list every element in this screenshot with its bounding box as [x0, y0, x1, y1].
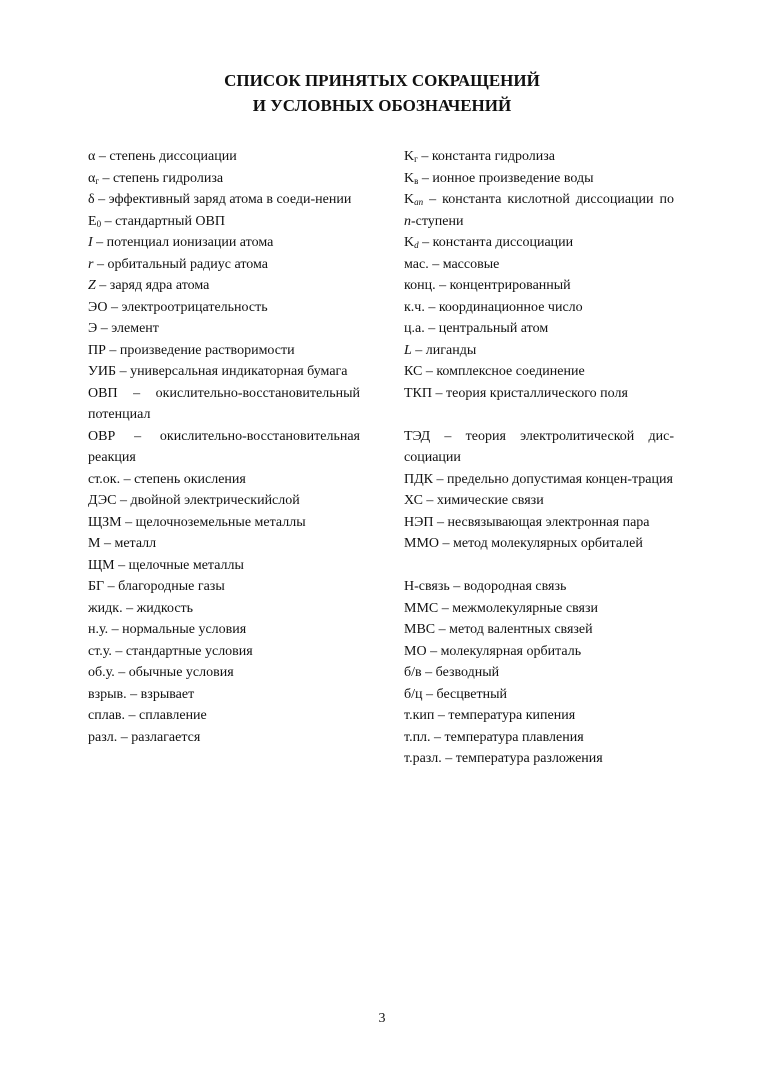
entry-term: КС [404, 364, 423, 379]
entry-definition: температура разложения [455, 751, 603, 766]
entry-dash: – [438, 600, 453, 616]
entry-definition: нормальные условия [122, 622, 247, 637]
entry-dash: – [426, 643, 441, 659]
entry-dash: – [116, 493, 131, 508]
entry-definition: двойной электрическийслой [130, 493, 300, 508]
entry-dash: – [430, 729, 445, 745]
abbreviation-entry [404, 619, 674, 641]
entry-term: б/ц [404, 686, 423, 702]
entry-term: конц. [404, 278, 436, 293]
entry-term: L [404, 342, 412, 358]
page-title-line-2: И УСЛОВНЫХ ОБОЗНАЧЕНИЙ [252, 96, 512, 115]
abbreviation-entry [404, 275, 674, 297]
entry-term: δ [88, 192, 95, 207]
entry-definition: константа кислотной диссоциации по [442, 192, 674, 207]
entry-term: Z [88, 278, 96, 293]
left-column [88, 146, 360, 748]
entry-dash: – [433, 471, 447, 487]
entry-definition: благородные газы [118, 579, 225, 594]
entry-term: ст.ок. [88, 471, 121, 487]
entry-term-subscript: в [414, 175, 419, 186]
entry-dash: – [422, 493, 437, 508]
entry-term: K [404, 192, 415, 207]
entry-definition-italic: n [404, 213, 411, 229]
entry-term: НЭП [404, 514, 434, 530]
entry-definition: массовые [442, 256, 500, 272]
abbreviation-entry [88, 662, 360, 684]
abbreviation-entry [88, 555, 360, 577]
entry-term: r [88, 256, 94, 272]
entry-term: ММС [404, 600, 439, 616]
entry-definition: центральный атом [438, 321, 549, 336]
abbreviation-entry [404, 533, 674, 555]
entry-term: т.пл. [404, 729, 431, 745]
entry-definition: орбитальный радиус атома [107, 256, 268, 272]
entry-dash: – [434, 708, 449, 723]
abbreviation-entry [404, 361, 674, 383]
entry-dash: – [94, 192, 109, 207]
entry-term: МВС [404, 622, 436, 637]
entry-definition: водородная связь [463, 579, 567, 594]
entry-term: ПДК [404, 471, 433, 487]
entry-dash: – [423, 192, 443, 207]
entry-term: ЩМ [88, 557, 115, 573]
abbreviation-entry [88, 727, 360, 749]
abbreviation-entry [88, 426, 360, 469]
entry-term-subscript: d [414, 240, 419, 250]
entry-definition: жидкость [136, 600, 194, 616]
entry-term: K [404, 149, 415, 164]
right-group-constants [404, 146, 674, 404]
entry-definition: межмолекулярные связи [452, 600, 598, 616]
abbreviation-entry [88, 619, 360, 641]
right-group-theories [404, 426, 674, 555]
entry-dash: – [95, 278, 110, 293]
entry-definition: температура кипения [448, 708, 576, 723]
abbreviation-entry [88, 189, 360, 211]
entry-term: разл. [88, 729, 118, 745]
abbreviation-entry [88, 641, 360, 663]
entry-term: ТЭД [404, 428, 431, 444]
abbreviation-entry [88, 232, 360, 254]
entry-dash: – [435, 622, 450, 637]
entry-dash: – [107, 299, 122, 315]
group-spacer [404, 555, 674, 577]
entry-dash: – [424, 321, 439, 336]
entry-definition: сплавление [139, 708, 207, 723]
abbreviation-entry [404, 232, 674, 254]
entry-definition: взрывает [140, 686, 195, 702]
entry-definition: константа гидролиза [431, 149, 556, 164]
abbreviation-entry [404, 254, 674, 276]
entry-term: т.разл. [404, 751, 442, 766]
abbreviation-entry [88, 684, 360, 706]
entry-definition: комплексное соединение [436, 364, 585, 379]
entry-term: сплав. [88, 708, 126, 723]
entry-definition: теория электролитической дис-социации [404, 428, 674, 465]
right-group-bonds [404, 576, 674, 770]
abbreviation-entry [404, 598, 674, 620]
entry-definition: стандартный ОВП [115, 213, 225, 229]
entry-term: ст.у. [88, 643, 112, 659]
abbreviation-entry [404, 576, 674, 598]
abbreviation-entry [88, 383, 360, 426]
abbreviation-entry [88, 254, 360, 276]
entry-definition: степень диссоциации [109, 149, 237, 164]
entry-dash: – [120, 471, 135, 487]
entry-term: ц.а. [404, 321, 425, 336]
entry-dash: – [111, 643, 126, 659]
entry-definition: элемент [111, 321, 159, 336]
abbreviation-entry [404, 383, 674, 405]
abbreviation-entry [88, 340, 360, 362]
entry-term: K [404, 170, 415, 186]
entry-dash: – [95, 149, 110, 164]
entry-dash: – [125, 708, 140, 723]
entry-term: БГ [88, 579, 105, 594]
entry-term: Н-связь [404, 579, 450, 594]
abbreviation-entry [88, 168, 360, 190]
entry-term: к.ч. [404, 299, 425, 315]
entry-dash: – [104, 579, 119, 594]
entry-term: УИБ [88, 364, 117, 379]
entry-definition: константа диссоциации [432, 235, 574, 250]
entry-definition: бесцветный [436, 686, 507, 702]
abbreviation-entry [88, 211, 360, 233]
entry-term: т.кип [404, 708, 435, 723]
abbreviation-entry [404, 641, 674, 663]
entry-dash: – [449, 579, 464, 594]
abbreviation-entry [404, 684, 674, 706]
abbreviation-entry [88, 361, 360, 383]
entry-dash: – [126, 686, 141, 702]
entry-definition: температура плавления [444, 729, 584, 745]
entry-definition: щелочноземельные металлы [135, 514, 306, 530]
abbreviation-entry [404, 748, 674, 770]
abbreviation-entry [404, 469, 674, 491]
entry-dash: – [115, 428, 160, 444]
abbreviation-entry [404, 662, 674, 684]
abbreviation-entry [88, 469, 360, 491]
entry-term-subscript: г [414, 154, 418, 164]
entry-dash: – [422, 686, 437, 702]
entry-definition: металл [114, 536, 157, 551]
entry-dash: – [114, 665, 129, 680]
entry-definition: окислительно-восстановительная реакция [88, 428, 360, 465]
abbreviation-entry [404, 426, 674, 469]
entry-definition: теория кристаллического поля [446, 385, 628, 401]
entry-term: б/в [404, 665, 422, 680]
entry-dash: – [432, 385, 446, 401]
entry-definition: молекулярная орбиталь [440, 643, 582, 659]
entry-definition: эффективный заряд атома в соеди-нении [108, 192, 352, 207]
entry-dash: – [418, 235, 433, 250]
entry-definition: произведение растворимости [119, 342, 295, 358]
entry-definition: лиганды [425, 342, 477, 358]
entry-dash: – [122, 600, 137, 616]
abbreviation-entry [404, 512, 674, 534]
entry-dash: – [121, 514, 136, 530]
abbreviation-entry [88, 512, 360, 534]
entry-dash: – [100, 536, 115, 551]
entry-definition: ионное произведение воды [432, 170, 594, 186]
abbreviation-entry [88, 576, 360, 598]
entry-term: ПР [88, 342, 106, 358]
entry-term-subscript: an [414, 197, 424, 207]
abbreviation-entry [404, 168, 674, 190]
entry-dash: – [99, 170, 114, 186]
entry-definition: концентрированный [449, 278, 571, 293]
entry-term: ММО [404, 536, 440, 551]
entry-dash: – [108, 622, 123, 637]
entry-term: жидк. [88, 600, 123, 616]
entry-term: ЩЗМ [88, 514, 122, 530]
abbreviation-entry [404, 297, 674, 319]
entry-definition: химические связи [436, 493, 544, 508]
entry-dash: – [428, 256, 443, 272]
abbreviation-entry [88, 275, 360, 297]
entry-definition: несвязывающая электронная пара [447, 514, 650, 530]
entry-dash: – [92, 235, 107, 250]
entry-dash: – [422, 364, 437, 379]
abbreviation-entry [88, 705, 360, 727]
abbreviation-entry [88, 297, 360, 319]
abbreviation-entry [88, 318, 360, 340]
entry-dash: – [117, 385, 156, 401]
abbreviation-entry [88, 146, 360, 168]
entry-term: ТКП [404, 385, 432, 401]
entry-term: ЭО [88, 299, 108, 315]
entry-term: ДЭС [88, 493, 117, 508]
entry-term: М [88, 536, 101, 551]
entry-dash: – [430, 428, 466, 444]
entry-term: α [88, 149, 96, 164]
entry-definition: метод молекулярных орбиталей [453, 536, 643, 551]
entry-definition: электроотрицательность [121, 299, 268, 315]
entry-dash: – [424, 299, 439, 315]
abbreviation-entry [404, 727, 674, 749]
entry-term-subscript: г [95, 175, 100, 186]
entry-dash: – [93, 256, 108, 272]
entry-definition: координационное число [438, 299, 583, 315]
entry-dash: – [441, 751, 456, 766]
entry-term: МО [404, 643, 427, 659]
entry-definition: щелочные металлы [128, 557, 244, 573]
entry-definition: универсальная индикаторная бумага [130, 364, 348, 379]
entry-term: взрыв. [88, 686, 127, 702]
group-spacer [404, 404, 674, 426]
entry-term: об.у. [88, 665, 115, 680]
abbreviation-entry [404, 340, 674, 362]
abbreviation-entry [404, 189, 674, 232]
entry-dash: – [117, 729, 132, 745]
entry-term: н.у. [88, 622, 109, 637]
entry-term: α [88, 170, 96, 186]
entry-term: ХС [404, 493, 423, 508]
entry-dash: – [439, 536, 454, 551]
entry-definition: стандартные условия [125, 643, 253, 659]
entry-dash: – [417, 149, 432, 164]
entry-term-subscript: 0 [96, 218, 102, 229]
abbreviation-entry [404, 318, 674, 340]
entry-term: K [404, 235, 415, 250]
entry-term: I [88, 235, 93, 250]
entry-dash: – [411, 342, 426, 358]
entry-definition: метод валентных связей [449, 622, 593, 637]
entry-definition: степень гидролиза [113, 170, 224, 186]
entry-definition: обычные условия [128, 665, 234, 680]
entry-dash: – [421, 665, 436, 680]
abbreviation-entry [88, 598, 360, 620]
abbreviation-entry [88, 490, 360, 512]
entry-definition: окислительно-восстановительный потенциал [88, 385, 360, 422]
entry-dash: – [101, 213, 116, 229]
entry-dash: – [114, 557, 129, 573]
entry-dash: – [433, 514, 448, 530]
entry-term: E [88, 213, 97, 229]
entry-definition: разлагается [131, 729, 201, 745]
entry-dash: – [97, 321, 112, 336]
entry-term: ОВР [88, 428, 116, 444]
entry-definition: степень окисления [134, 471, 246, 487]
entry-dash: – [116, 364, 131, 379]
page-title-line-1: СПИСОК ПРИНЯТЫХ СОКРАЩЕНИЙ [224, 71, 540, 90]
abbreviation-entry [404, 490, 674, 512]
entry-definition: потенциал ионизации атома [106, 235, 274, 250]
entry-dash: – [435, 278, 450, 293]
abbreviation-entry [404, 146, 674, 168]
abbreviation-entry [404, 705, 674, 727]
entry-dash: – [105, 342, 120, 358]
entry-term: мас. [404, 256, 429, 272]
right-column [404, 146, 674, 770]
entry-term: ОВП [88, 385, 118, 401]
page-number: 3 [378, 1011, 386, 1026]
abbreviation-entry [88, 533, 360, 555]
entry-dash: – [418, 170, 433, 186]
entry-definition-suffix: -ступени [411, 213, 464, 229]
entry-term: Э [88, 321, 98, 336]
entry-definition: заряд ядра атома [109, 278, 210, 293]
entry-definition: безводный [435, 665, 500, 680]
entry-definition: предельно допустимая концен-трация [447, 471, 673, 487]
